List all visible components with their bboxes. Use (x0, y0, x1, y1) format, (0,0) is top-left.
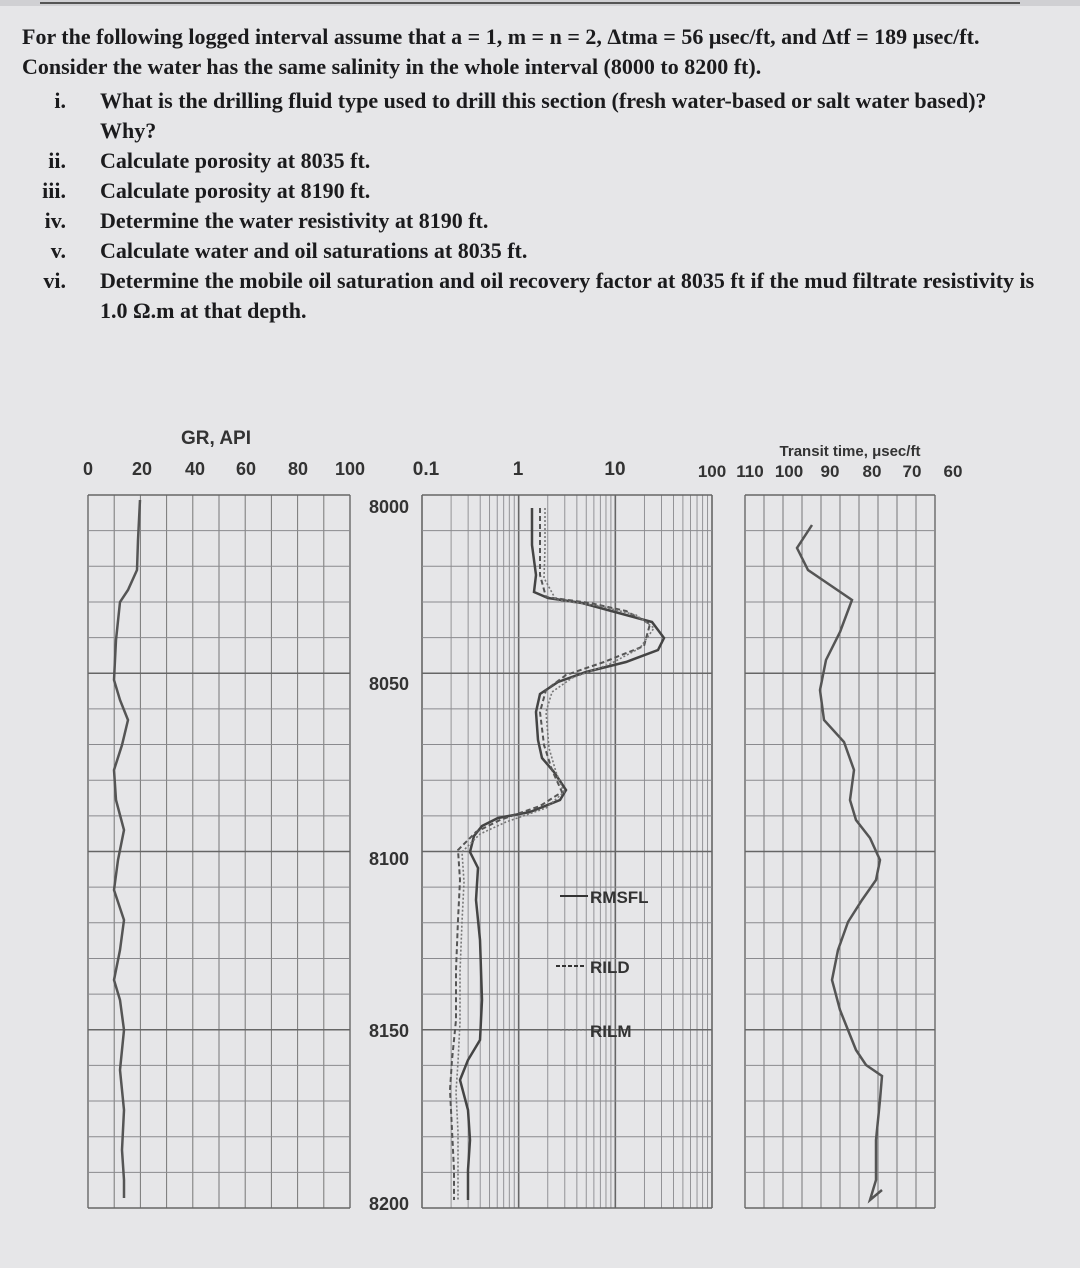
sonic-tick-label: 90 (820, 462, 840, 481)
question-text: Determine the mobile oil saturation and oil recovery factor at 8035 ft if the mud filtrate resistivity is 1.0 Ω.m at that depth. (100, 268, 1035, 323)
rmsfl-curve (460, 508, 664, 1200)
depth-label: 8050 (368, 674, 410, 694)
question-number: vi. (43, 268, 66, 293)
sonic-tick-label: 70 (902, 462, 922, 481)
depth-label: 8100 (368, 849, 410, 869)
curve-legend (556, 888, 649, 1041)
gr-curve (114, 500, 140, 1198)
depth-label: 8150 (368, 1021, 410, 1041)
depth-label: 8200 (368, 1194, 410, 1214)
question-number: iv. (44, 208, 66, 233)
sonic-tick-label: 100 (774, 462, 804, 481)
question-text: What is the drilling fluid type used to drill this section (fresh water-based or salt water based)? Why? (100, 88, 987, 143)
question-number: v. (50, 238, 66, 263)
gr-tick-label: 80 (287, 459, 309, 479)
question-text: Calculate water and oil saturations at 8035 ft. (100, 238, 528, 263)
res-tick-label: 10 (604, 459, 626, 480)
rild-legend-label: RILD (590, 958, 630, 977)
res-tick-label: 0.1 (412, 459, 440, 480)
sonic-track-title: Transit time, μsec/ft (779, 443, 921, 460)
gr-tick-label: 100 (334, 459, 366, 479)
sonic-tick-label: 100 (697, 462, 727, 481)
sonic-tick-label: 60 (943, 462, 963, 481)
sonic-tick-label: 110 (736, 462, 764, 481)
problem-intro: For the following logged interval assume that a = 1, m = n = 2, Δtma = 56 μsec/ft, and Δtf = 189 μsec/ft. Consider the water has the same salinity in the whole interval (8000 to 8200 ft). (22, 24, 980, 79)
sonic-tick-label: 80 (862, 462, 882, 481)
question-number: i. (54, 88, 66, 113)
gr-track-grid (88, 495, 350, 1208)
gr-track-title: GR, API (180, 428, 252, 449)
depth-label: 8000 (368, 497, 410, 517)
gr-tick-labels (83, 459, 365, 479)
rmsfl-legend-label: RMSFL (590, 888, 649, 907)
sonic-track-grid (745, 495, 935, 1208)
gr-tick-label: 0 (82, 459, 94, 479)
gr-tick-label: 20 (131, 459, 153, 479)
question-number: ii. (48, 148, 66, 173)
question-text: Determine the water resistivity at 8190 ft. (100, 208, 489, 233)
question-number: iii. (42, 178, 66, 203)
question-text: Calculate porosity at 8035 ft. (100, 148, 371, 173)
rilm-curve (456, 508, 654, 1200)
gr-tick-label: 60 (235, 459, 257, 479)
res-tick-label: 1 (512, 459, 524, 480)
question-text: Calculate porosity at 8190 ft. (100, 178, 371, 203)
rilm-legend-label: RILM (590, 1022, 632, 1041)
gr-tick-label: 40 (184, 459, 206, 479)
